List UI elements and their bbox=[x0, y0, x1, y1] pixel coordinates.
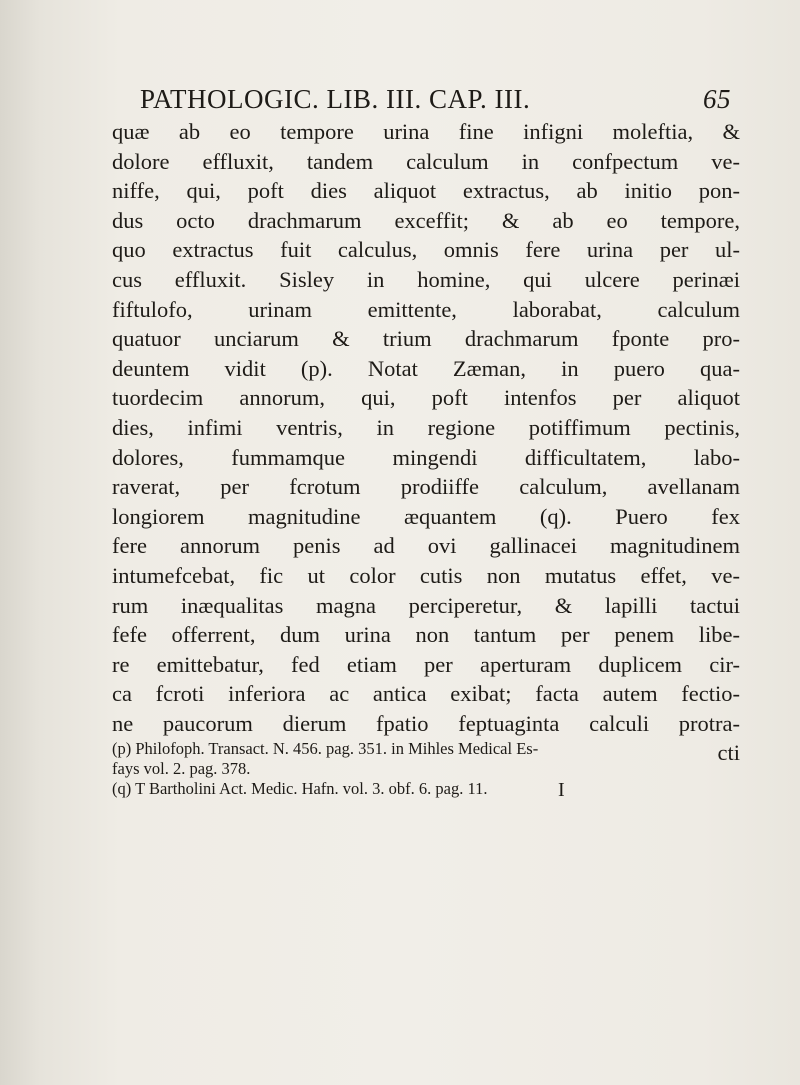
text-line: dies, infimi ventris, in regione potiffimum pectinis, bbox=[112, 414, 740, 440]
signature-mark: I bbox=[558, 779, 565, 801]
page-number: 65 bbox=[703, 84, 731, 114]
text-line: ne paucorum dierum fpatio feptuaginta calculi protra- bbox=[112, 710, 740, 736]
text-line: niffe, qui, poft dies aliquot extractus, ab initio pon- bbox=[112, 178, 740, 204]
text-line: dolore effluxit, tandem calculum in confpectum ve- bbox=[112, 148, 740, 174]
text-line: re emittebatur, fed etiam per aperturam duplicem cir- bbox=[112, 651, 740, 677]
footnotes bbox=[112, 739, 740, 799]
text-line: fiftulofo, urinam emittente, laborabat, calculum bbox=[112, 296, 740, 322]
text-line: ca fcroti inferiora ac antica exibat; facta autem fectio- bbox=[112, 681, 740, 707]
text-line: cus effluxit. Sisley in homine, qui ulcere perinæi bbox=[112, 266, 740, 292]
footnote-p: (p) Philofoph. Transact. N. 456. pag. 351. in Mihles Medical Es- bbox=[112, 739, 539, 758]
catchword: cti bbox=[717, 740, 740, 766]
text-line: fefe offerrent, dum urina non tantum per penem libe- bbox=[112, 622, 740, 648]
text-line: fere annorum penis ad ovi gallinacei magnitudinem bbox=[112, 533, 740, 559]
text-line: longiorem magnitudine æquantem (q). Puero fex bbox=[112, 503, 740, 529]
text-line: intumefcebat, fic ut color cutis non mutatus effet, ve- bbox=[112, 562, 740, 588]
footnote-p-continued: fays vol. 2. pag. 378. bbox=[112, 759, 251, 778]
text-line: quatuor unciarum & trium drachmarum fponte pro- bbox=[112, 326, 740, 352]
text-line: dus octo drachmarum exceffit; & ab eo tempore, bbox=[112, 207, 740, 233]
text-line: rum inæqualitas magna perciperetur, & lapilli tactui bbox=[112, 592, 740, 618]
text-line: quæ ab eo tempore urina fine infigni moleftia, & bbox=[112, 119, 740, 144]
text-line: dolores, fummamque mingendi difficultatem, labo- bbox=[112, 444, 740, 470]
header-title: PATHOLOGIC. LIB. III. CAP. III. bbox=[140, 84, 531, 114]
text-line: quo extractus fuit calculus, omnis fere urina per ul- bbox=[112, 237, 740, 263]
text-line: deuntem vidit (p). Notat Zæman, in puero qua- bbox=[112, 355, 740, 381]
main-text bbox=[112, 117, 740, 768]
text-line: tuordecim annorum, qui, poft intenfos per aliquot bbox=[112, 385, 740, 411]
footnote-q: (q) T Bartholini Act. Medic. Hafn. vol. 3. obf. 6. pag. 11. bbox=[112, 779, 488, 798]
text-line: raverat, per fcrotum prodiiffe calculum, avellanam bbox=[112, 474, 740, 500]
